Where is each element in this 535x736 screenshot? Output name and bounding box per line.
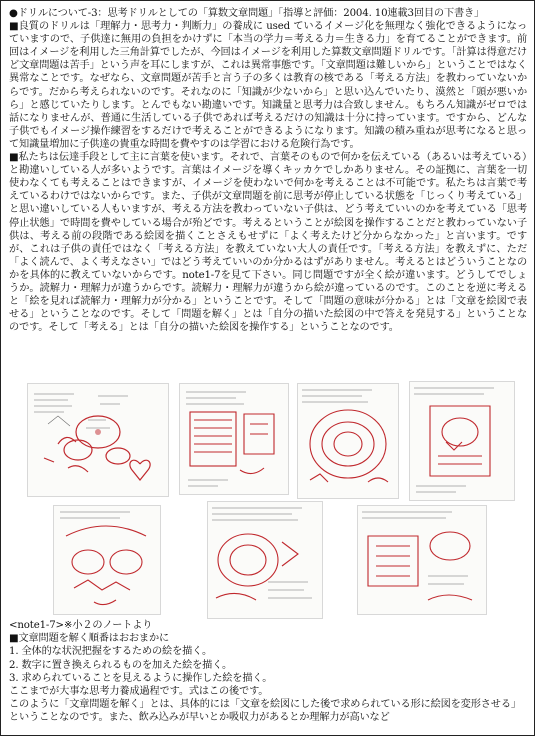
handwritten-note-drawing — [28, 384, 168, 496]
paragraph-1: ■良質のドリルは「理解力・思考力・判断力」の養成に used ているイメージ化を無理なく強化できるようになっていますので、子供達に無用の負担をかけずに「本当の学力＝考える力＝生きる力」を育てることができます。前回はイメージを利用した三角計算でしたが、今回はイメージを利用した算数文章問題ドリルです。「計算は得意だけど文章問題は苦手」という声を耳にしますが、これは異常事態です。「文章問題は難しいから」ということではなく異常なことです。なぜなら、文章問題が苦手と言う子の多くは教育の核である「考える方法」を教わっていないからです。だから考えられないのです。それなのに「知識が少ないから」と思い込んでいたり、漠然と「頭が悪いから」と感じていたりします。とんでもない勘違いです。知識量と思考力は合致しません。もちろん知識がゼロでは話になりませんが、普通に生活している子供であれば考えるだけの知識は十分に持っています。ですから、どんな子供でもイメージ操作練習をするだけで考えることができるようになります。知識の積み重ねが思考になると思って知識量増加に子供達の貴重な時間を費やすのは学習における危険行為です。 — [9, 21, 527, 150]
handwritten-note-drawing — [180, 384, 288, 494]
article-title: ●ドリルについて-3：思考ドリルとしての「算数文章問題」「指導と評価：2004. 10連載3回目の下書き」 — [9, 8, 485, 19]
step-item: 3. 求められていることを見えるように操作した絵を描く。 — [9, 672, 273, 684]
step-item: 2. 数字に置き換えられるものを加えた絵を描く。 — [9, 659, 233, 671]
closing-line: このように「文章問題を解く」とは、具体的には「文章を絵図にした後で求められている形に絵図を変形させる」ということなのです。また、飲み込みが早いとか吸収力があるとか理解力が高いなど — [9, 699, 521, 724]
handwritten-note-drawing — [410, 382, 514, 500]
article-body — [9, 7, 527, 334]
note-image-3 — [297, 383, 399, 499]
handwritten-note-drawing — [358, 506, 486, 614]
handwritten-note-drawing — [208, 502, 322, 618]
handwritten-note-drawing — [298, 384, 398, 498]
note-image-4 — [409, 381, 515, 501]
figure-caption: <note1-7>※小２のノートより — [9, 620, 153, 631]
closing-line: ここまでが大事な思考力養成過程です。式はこの後です。 — [9, 686, 269, 698]
note-image-7 — [357, 505, 487, 615]
step-item: 1. 全体的な状況把握をするための絵を描く。 — [9, 646, 213, 658]
steps-section — [9, 619, 527, 725]
note-image-2 — [179, 383, 289, 495]
handwritten-note-drawing — [54, 506, 160, 614]
note-image-1 — [27, 383, 169, 497]
paragraph-2: ■私たちは伝達手段として主に言葉を使います。それで、言葉そのもので何かを伝えている（あるいは考えている）と勘違いしている人が多いようです。言葉はイメージを導くキッカケでしかありません。その証拠に、言葉を一切使わなくても考えることはできますが、イメージを使わないで何かを考えることは不可能です。私たちは言葉で考えているわけではないからです。また、子供が文章問題を前に思考が停止している状態を「じっくり考えている」と思い違いしている人もいますが、考える方法を教わっていない子供は、どう考えていいのかを考えている「思考停止状態」で時間を費やしている場合が殆どです。考えるということが絵図を操作することだと教わっていない子供は、考える前の段階である絵図を描くことさえもせずに「よく考えたけど分からなかった」と言います。ですが、これは子供の責任ではなく「考える方法」を教えていない大人の責任です。「考える方法」を教えずに、ただ「よく読んで、よく考えなさい」ではどう考えていいのか分かるはずがありません。考えるとはどういうことなのかを具体的に教えていないからです。note1-7を見て下さい。同じ問題ですが全く絵が違います。どうしてでしょうか。読解力・理解力が違うからです。読解力・理解力が違うから絵が違っているのです。このことを逆に考えると「絵を見れば読解力・理解力が分かる」ということです。そして「問題の意味が分かる」とは「文章を絵図で表せる」ということなのです。そして「問題を解く」とは「自分の描いた絵図の中で答えを発見する」ということなのです。そして「考える」とは「自分の描いた絵図を操作する」ということなのです。 — [9, 152, 527, 334]
note-image-6 — [207, 501, 323, 619]
steps-heading: ■文章問題を解く順番はおおまかに — [9, 633, 170, 645]
note-image-5 — [53, 505, 161, 615]
